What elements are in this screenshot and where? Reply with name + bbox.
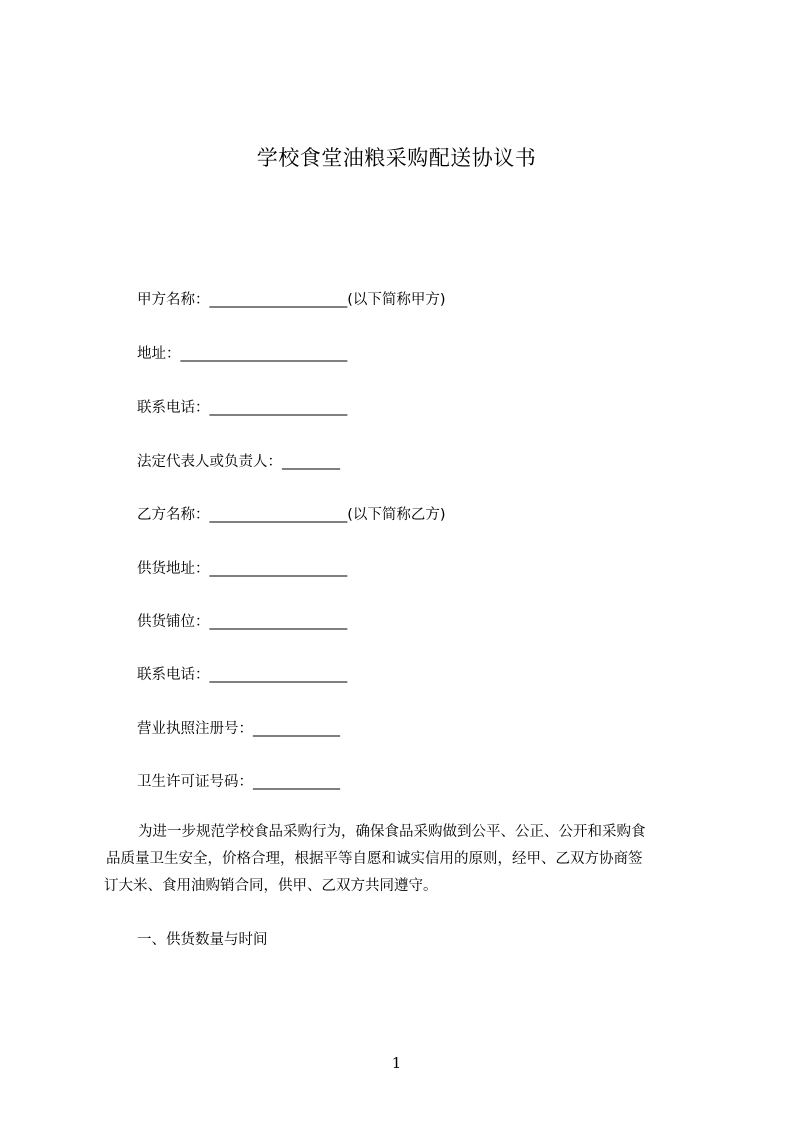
field-blank[interactable]: ___________________	[209, 400, 348, 416]
supply-stall-field	[137, 612, 347, 632]
field-label: 卫生许可证号码：	[137, 774, 253, 790]
field-suffix: (以下简称乙方)	[347, 507, 446, 523]
field-blank[interactable]: ________	[282, 454, 340, 470]
legal-representative-field	[137, 452, 340, 472]
field-blank[interactable]: ____________	[253, 774, 340, 790]
paragraph-line-text: 订大米、食用油购销合同，供甲、乙双方共同遵守。	[104, 878, 438, 894]
field-blank[interactable]: ___________________	[209, 292, 348, 308]
field-blank[interactable]: ____________	[253, 721, 340, 737]
field-label: 乙方名称：	[137, 507, 210, 523]
party-a-name-field	[137, 290, 446, 310]
field-blank[interactable]: ___________________	[209, 667, 348, 683]
paragraph-line-text: 品质量卫生安全，价格合理，根据平等自愿和诚实信用的原则，经甲、乙双方协商签	[106, 851, 643, 867]
paragraph-line	[104, 819, 704, 846]
field-label: 营业执照注册号：	[137, 721, 253, 737]
intro-paragraph	[104, 819, 704, 900]
field-blank[interactable]: _______________________	[180, 346, 348, 362]
field-label: 甲方名称：	[137, 292, 210, 308]
field-suffix: (以下简称甲方)	[347, 292, 446, 308]
party-a-phone-field	[137, 398, 347, 418]
party-a-address-field	[137, 344, 347, 364]
party-b-phone-field	[137, 665, 347, 685]
page-number: 1	[391, 1054, 402, 1072]
field-blank[interactable]: ___________________	[209, 561, 348, 577]
health-permit-field	[137, 772, 340, 792]
section-heading: 一、供货数量与时间	[137, 932, 268, 948]
field-blank[interactable]: ___________________	[209, 614, 348, 630]
field-blank[interactable]: ___________________	[209, 507, 348, 523]
field-label: 地址：	[137, 346, 181, 362]
field-label: 法定代表人或负责人：	[137, 454, 282, 470]
party-b-name-field	[137, 505, 446, 525]
field-label: 联系电话：	[137, 400, 210, 416]
business-license-field	[137, 719, 340, 739]
field-label: 联系电话：	[137, 667, 210, 683]
field-label: 供货铺位：	[137, 614, 210, 630]
field-label: 供货地址：	[137, 561, 210, 577]
paragraph-line-text: 为进一步规范学校食品采购行为，确保食品采购做到公平、公正、公开和采购食	[138, 824, 646, 840]
document-title: 学校食堂油粮采购配送协议书	[256, 146, 537, 170]
paragraph-line	[104, 846, 704, 873]
paragraph-line	[104, 873, 704, 900]
supply-address-field	[137, 559, 347, 579]
